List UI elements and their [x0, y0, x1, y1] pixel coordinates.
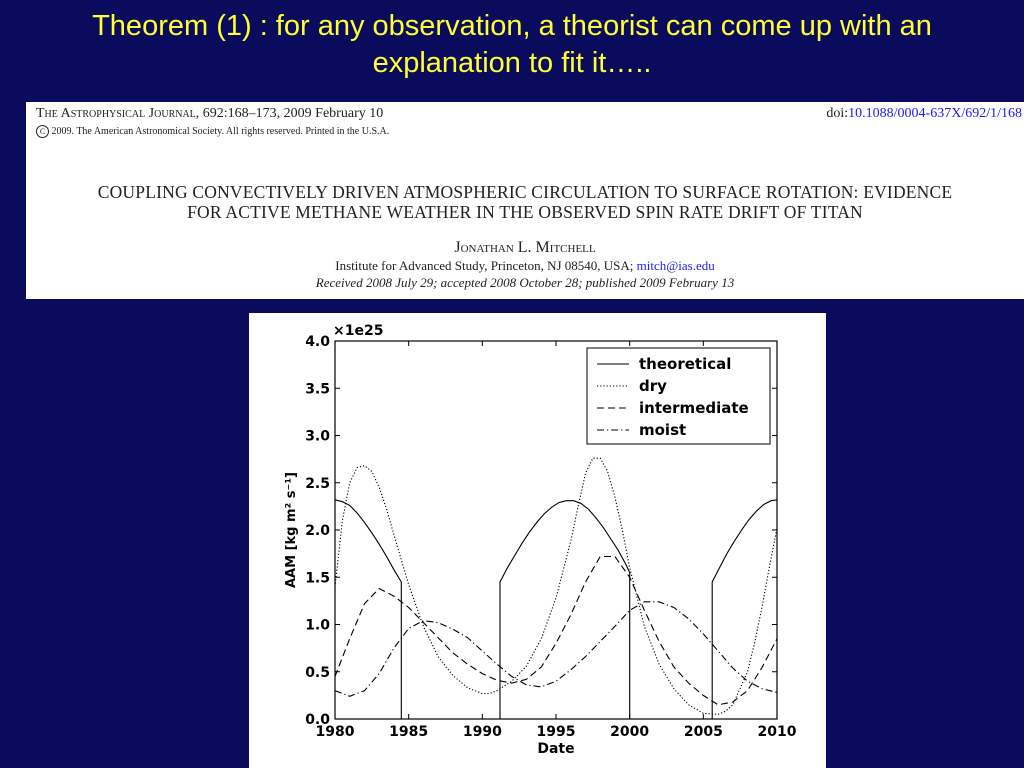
x-tick-label: 1995 [536, 724, 576, 740]
doi-label: doi: [826, 106, 849, 121]
legend-label-dry: dry [639, 377, 667, 395]
y-tick-label: 0.0 [305, 712, 330, 728]
y-tick-label: 0.5 [305, 664, 330, 681]
paper-header-image [26, 102, 1024, 299]
copyright-line [36, 125, 389, 138]
author-name: Jonathan L. Mitchell [454, 239, 596, 256]
aam-chart [249, 313, 826, 768]
affiliation [26, 258, 1024, 274]
series-line-theoretical [335, 500, 777, 719]
y-tick-label: 3.0 [305, 428, 330, 445]
copyright-icon: C [36, 125, 49, 138]
doi-link[interactable]: 10.1088/0004-637X/692/1/168 [848, 106, 1022, 121]
journal-name: The Astrophysical Journal [36, 106, 196, 121]
legend-label-theoretical: theoretical [639, 355, 732, 373]
x-tick-label: 2000 [610, 724, 650, 740]
email-link[interactable]: mitch@ias.edu [636, 258, 715, 273]
y-tick-label: 4.0 [305, 334, 330, 350]
legend-label-moist: moist [639, 421, 687, 439]
y-multiplier-label: ×1e25 [333, 323, 384, 339]
chart-panel [249, 313, 826, 768]
y-tick-label: 2.5 [305, 475, 330, 492]
paper-title [26, 182, 1024, 222]
x-tick-label: 1985 [389, 724, 429, 740]
x-tick-label: 2005 [683, 724, 723, 740]
received-dates: Received 2008 July 29; accepted 2008 October 28; published 2009 February 13 [315, 275, 735, 290]
y-tick-label: 3.5 [305, 381, 330, 398]
x-tick-label: 2010 [757, 724, 797, 740]
x-tick-label: 1980 [315, 724, 355, 740]
y-tick-label: 1.0 [305, 617, 330, 634]
y-axis-label: AAM [kg m² s⁻¹] [284, 471, 299, 589]
citation-details: , 692:168–173, 2009 February 10 [195, 106, 384, 121]
paper-title-line-1: COUPLING CONVECTIVELY DRIVEN ATMOSPHERIC CIRCULATION TO SURFACE ROTATION: EVIDENCE [97, 182, 953, 202]
paper-title-line-2: FOR ACTIVE METHANE WEATHER IN THE OBSERVED SPIN RATE DRIFT OF TITAN [187, 202, 863, 222]
copyright-text: 2009. The American Astronomical Society. All rights reserved. Printed in the U.S.A. [51, 125, 390, 137]
x-tick-label: 1990 [462, 724, 502, 740]
slide-title: Theorem (1) : for any observation, a theorist can come up with an explanation to fit it….. [92, 10, 932, 79]
legend-label-intermediate: intermediate [639, 399, 749, 417]
x-axis-label: Date [537, 741, 575, 757]
journal-citation [36, 106, 383, 122]
y-tick-label: 1.5 [305, 570, 330, 587]
affiliation-text: Institute for Advanced Study, Princeton, NJ 08540, USA; [335, 258, 637, 273]
y-tick-label: 2.0 [305, 523, 330, 539]
doi [826, 106, 1022, 122]
